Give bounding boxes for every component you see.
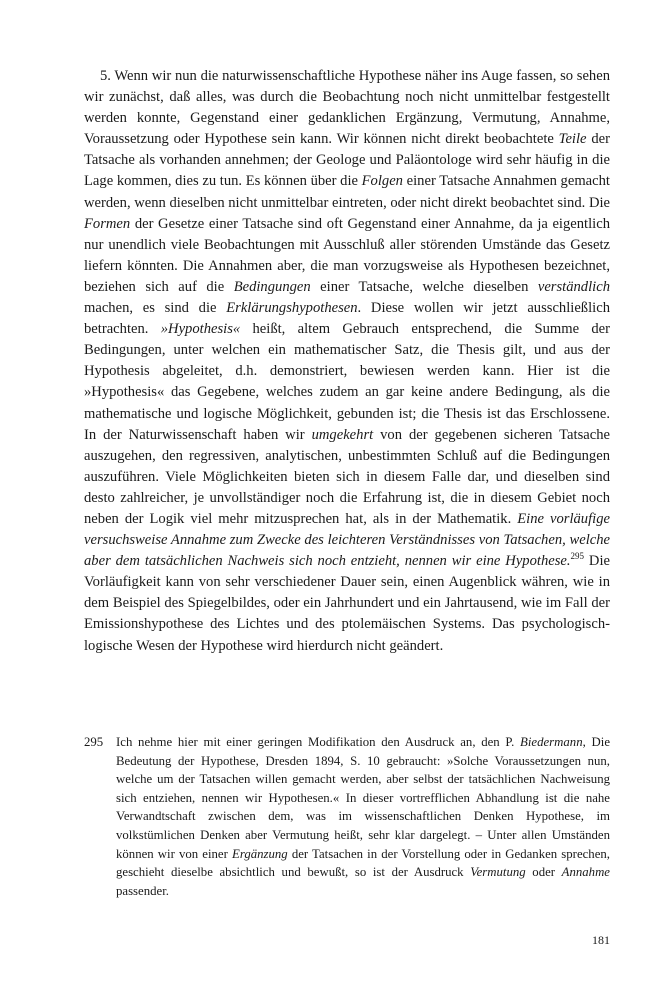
emphasis-annahme: Annahme [561, 865, 610, 880]
emphasis-folgen: Folgen [361, 173, 403, 190]
emphasis-erklaerungshypothesen: Erklärungshypothesen [226, 300, 358, 317]
emphasis-teile: Teile [558, 131, 587, 148]
section-5-paragraph: 5. Wenn wir nun die naturwissenschaftliche Hypothese näher ins Auge fassen, so sehen wir zunächst, daß alles, was durch die Beobachtung noch nicht unmittelbar festgestellt werden konnte, Gegenstand einer gedanklichen Ergänzung, Vermutung, Annahme, Voraussetzung oder Hypothese sein kann. Wir können nicht direkt beobachtete Teile der Tatsache als vorhanden annehmen; der Geologe und Paläontologe wird sehr häufig in die Lage kommen, dies zu tun. Es können über die Folgen einer Tatsache Annahmen gemacht werden, wenn dieselben nicht unmittelbar eintreten, oder nicht direkt beobachtet sind. Die Formen der Gesetze einer Tatsache sind oft Gegenstand einer Annahme, da ja eigentlich nur unendlich viele Beobachtungen mit Ausschluß aller störenden Umstände das Gesetz liefern könnten. Die Annahmen aber, die man vorzugsweise als Hypothesen bezeichnet, beziehen sich auf die Bedingungen einer Tatsache, welche dieselben verständlich machen, es sind die Erklärungshypothesen. Diese wollen wir jetzt ausschließlich betrachten. »Hypothesis« heißt, altem Gebrauch entsprechend, die Summe der Bedingungen, unter welchen ein mathematischer Satz, die Thesis gilt, und aus der Hypothesis abgeleitet, d.h. demonstriert, bewiesen werden kann. Hier ist die »Hypothesis« das Gegebene, welches zudem an gar keine andere Bedingung, als die mathematische und logische Möglichkeit, gebunden ist; die Thesis ist das Erschlossene. In der Naturwissenschaft haben wir umgekehrt von der gegebenen sicheren Tatsache auszugehen, den regressiven, analytischen, unbestimmten Schluß auf die Bedingungen auszuführen. Viele Möglichkeiten bieten sich in diesem Falle dar, und dieselben sind desto zahlreicher, je unvollständiger noch die Erfahrung ist, die in diesem Gebiet noch neben der Logik viel mehr mitzusprechen hat, als in der Mathematik. Eine vorläufige versuchsweise Annahme zum Zwecke des leichteren Verständnisses von Tatsachen, welche aber dem tatsächlichen Nachweis sich noch entzieht, nennen wir eine Hypothese.$^{295}$ Die Vorläufigkeit kann von sehr verschiedener Dauer sein, einen Augenblick währen, wie in dem Beispiel des Spiegelbildes, oder ein Jahrhundert und ein Jahrtausend, wie im Fall der Emissionshypothese des Lichtes und des ptolemäischen Systems. Das psychologisch-logische Wesen der Hypothese wird hierdurch nicht geändert. [84, 68, 611, 654]
emphasis-ergaenzung: Ergänzung [232, 846, 288, 861]
footnote-reference[interactable]: 295 [570, 551, 585, 562]
footnote-text: Ich nehme hier mit einer geringen Modifikation den Ausdruck an, den P. Biedermann, Die Bedeutung der Hypothese, Dresden 1894, S. 10 gebraucht: »Solche Voraussetzungen nun, welche um der Tatsachen willen gemacht werden, aber selbst der tatsächlichen Nachweisung sich entziehen, nennen wir Hypothesen.« In dieser vortrefflichen Abhandlung ist die nahe Verwandtschaft zwischen dem, was im wissenschaftlichen Denken Hypothese, im volkstümlichen Denken aber Vermutung heißt, sehr klar dargelegt. – Unter allen Umständen können wir von einer Ergänzung der Tatsachen in der Vorstellung oder in Gedanken sprechen, geschieht dieselbe absichtlich und bewußt, so ist der Ausdruck Vermutung oder Annahme passender. [116, 735, 610, 898]
footnote-author: Biedermann [520, 735, 583, 749]
footnote-number: 295 [84, 735, 104, 749]
main-text [84, 66, 610, 657]
emphasis-vermutung: Vermutung [470, 865, 526, 880]
emphasis-umgekehrt: umgekehrt [311, 426, 374, 443]
emphasis-formen: Formen [84, 215, 131, 232]
definition-hypothese: Eine vorläufige versuchsweise Annahme zum Zwecke des leichteren Verständnisses von Tatsachen, welche aber dem tatsächlichen Nachweis sich noch entzieht, nennen wir eine Hypothese. [84, 510, 610, 570]
footnote [84, 733, 610, 900]
page-number: 181 [592, 933, 610, 947]
section-number: 5. [100, 68, 111, 84]
emphasis-bedingungen: Bedingungen [233, 278, 311, 295]
emphasis-verstaendlich: verständlich [537, 278, 610, 295]
emphasis-hypothesis: »Hypothesis« [160, 321, 241, 338]
